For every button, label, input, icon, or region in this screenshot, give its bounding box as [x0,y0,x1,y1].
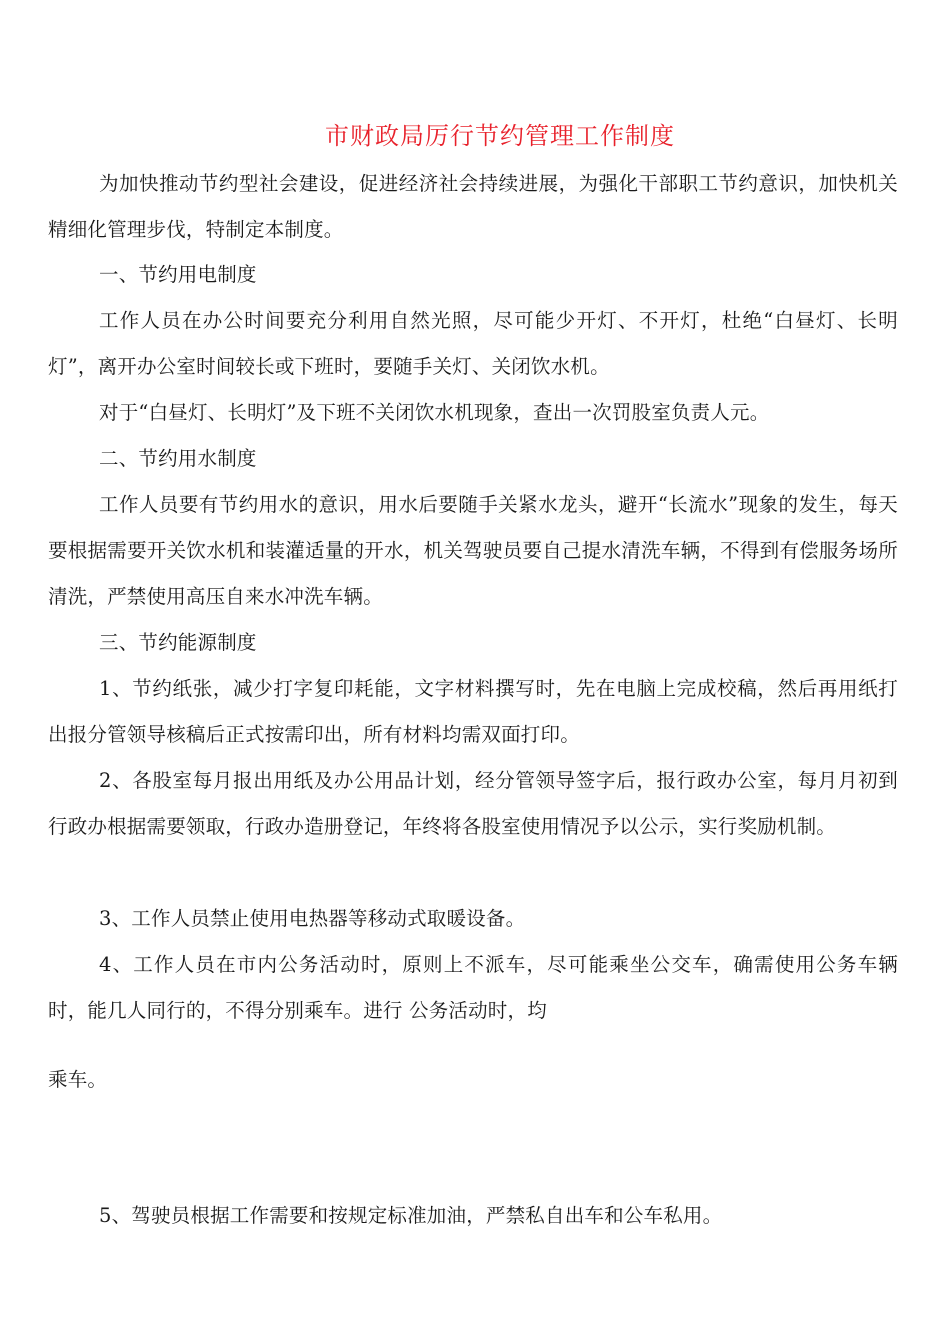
energy-item-2: 2、各股室每月报出用纸及办公用品计划，经分管领导签字后，报行政办公室，每月月初到行政办根据需要领取，行政办造册登记，年终将各股室使用情况予以公示，实行奖励机制。 [48,769,898,838]
energy-item-4: 4、工作人员在市内公务活动时，原则上不派车，尽可能乘坐公交车，确需使用公务车辆时，能几人同行的，不得分别乘车。进行 公务活动时，均 [48,953,898,1022]
energy-item-4-continued: 乘车。 [48,1068,108,1091]
water-rule-paragraph: 工作人员要有节约用水的意识，用水后要随手关紧水龙头，避开“长流水”现象的发生，每天要根据需要开关饮水机和装灌适量的开水，机关驾驶员要自己提水清洗车辆，不得到有偿服务场所清洗，严禁使用高压自来水冲洗车辆。 [48,493,898,608]
intro-paragraph: 为加快推动节约型社会建设，促进经济社会持续进展，为强化干部职工节约意识，加快机关精细化管理步伐，特制定本制度。 [48,172,898,241]
energy-item-5: 5、驾驶员根据工作需要和按规定标准加油，严禁私自出车和公车私用。 [99,1204,723,1227]
energy-item-3: 3、工作人员禁止使用电热器等移动式取暖设备。 [99,907,526,930]
document-title: 市财政局厉行节约管理工作制度 [325,122,675,150]
section-heading-water: 二、节约用水制度 [99,447,257,470]
section-heading-energy: 三、节约能源制度 [99,631,257,654]
electricity-rule-paragraph: 工作人员在办公时间要充分利用自然光照，尽可能少开灯、不开灯，杜绝“白昼灯、长明灯”，离开办公室时间较长或下班时，要随手关灯、关闭饮水机。 [48,309,898,378]
energy-item-1: 1、节约纸张，减少打字复印耗能，文字材料撰写时，先在电脑上完成校稿，然后再用纸打出报分管领导核稿后正式按需印出，所有材料均需双面打印。 [48,677,898,746]
section-heading-electricity: 一、节约用电制度 [99,263,257,286]
electricity-penalty-paragraph: 对于“白昼灯、长明灯”及下班不关闭饮水机现象，查出一次罚股室负责人元。 [99,401,770,424]
